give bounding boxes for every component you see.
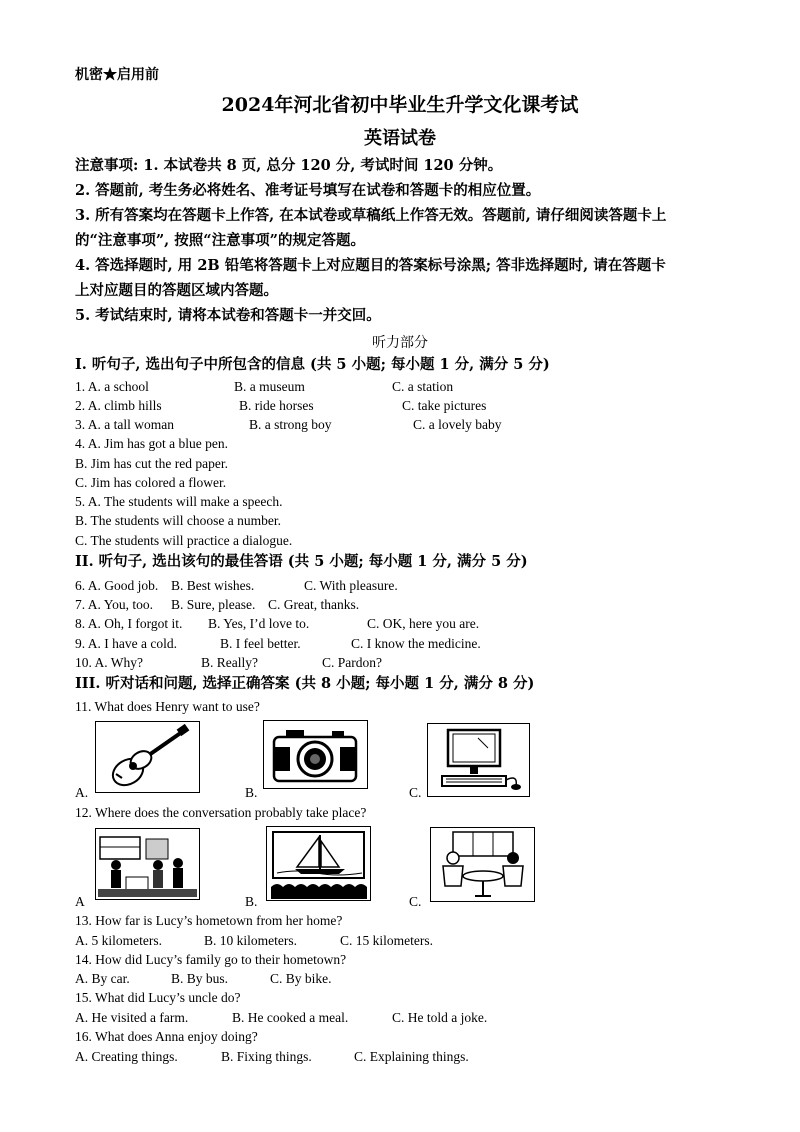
- q10-option-a: 10. A. Why?: [75, 655, 143, 670]
- q6-option-c: C. With pleasure.: [304, 578, 398, 593]
- cinema-sailboat-icon: [266, 826, 371, 901]
- q12-label-a: A: [75, 894, 85, 909]
- q12-label-c: C.: [409, 894, 422, 909]
- note-line-4: 的“注意事项”, 按照“注意事项”的规定答题。: [75, 232, 365, 249]
- q6-option-b: B. Best wishes.: [171, 578, 255, 593]
- q14-option-a: A. By car.: [75, 971, 130, 986]
- q13-option-b: B. 10 kilometers.: [204, 933, 297, 948]
- q3-option-a: 3. A. a tall woman: [75, 417, 174, 432]
- question-13: 13. How far is Lucy’s hometown from her home?: [75, 913, 343, 928]
- note-line-5: 4. 答选择题时, 用 2B 铅笔将答题卡上对应题目的答案标号涂黑; 答非选择题时, 请在答题卡: [75, 257, 666, 274]
- question-15: 15. What did Lucy’s uncle do?: [75, 990, 241, 1005]
- q4-option-c: C. Jim has colored a flower.: [75, 475, 227, 490]
- q9-option-a: 9. A. I have a cold.: [75, 636, 177, 651]
- section2-heading: II. 听句子, 选出该句的最佳答语 (共 5 小题; 每小题 1 分, 满分 5 分): [75, 553, 528, 570]
- q16-option-b: B. Fixing things.: [221, 1049, 312, 1064]
- exam-title: 2024年河北省初中毕业生升学文化课考试: [221, 94, 579, 116]
- note-line-1: 注意事项: 1. 本试卷共 8 页, 总分 120 分, 考试时间 120 分钟。: [75, 157, 503, 174]
- q2-option-b: B. ride horses: [239, 398, 314, 413]
- q1-option-a: 1. A. a school: [75, 379, 149, 394]
- q3-option-b: B. a strong boy: [249, 417, 332, 432]
- q4-option-b: B. Jim has cut the red paper.: [75, 456, 228, 471]
- q8-option-c: C. OK, here you are.: [367, 616, 480, 631]
- q10-option-c: C. Pardon?: [322, 655, 382, 670]
- question-16: 16. What does Anna enjoy doing?: [75, 1029, 258, 1044]
- q2-option-a: 2. A. climb hills: [75, 398, 162, 413]
- q16-option-c: C. Explaining things.: [354, 1049, 469, 1064]
- q10-option-b: B. Really?: [201, 655, 258, 670]
- q1-option-c: C. a station: [392, 379, 454, 394]
- restaurant-scene-icon: [430, 827, 535, 902]
- q5-option-a: 5. A. The students will make a speech.: [75, 494, 283, 509]
- q13-option-a: A. 5 kilometers.: [75, 933, 162, 948]
- confidential-mark: 机密★启用前: [75, 67, 159, 83]
- q7-option-c: C. Great, thanks.: [268, 597, 360, 612]
- q5-option-b: B. The students will choose a number.: [75, 513, 281, 528]
- q11-label-a: A.: [75, 785, 89, 800]
- note-line-3: 3. 所有答案均在答题卡上作答, 在本试卷或草稿纸上作答无效。答题前, 请仔细阅读答题卡上: [75, 207, 667, 224]
- q7-option-a: 7. A. You, too.: [75, 597, 154, 612]
- guitar-icon: [95, 721, 200, 793]
- q15-option-c: C. He told a joke.: [392, 1010, 488, 1025]
- q14-option-c: C. By bike.: [270, 971, 332, 986]
- listening-heading: 听力部分: [372, 335, 428, 351]
- q2-option-c: C. take pictures: [402, 398, 487, 413]
- q9-option-b: B. I feel better.: [220, 636, 301, 651]
- shop-scene-icon: [95, 828, 200, 900]
- note-line-7: 5. 考试结束时, 请将本试卷和答题卡一并交回。: [75, 307, 381, 324]
- section3-heading: III. 听对话和问题, 选择正确答案 (共 8 小题; 每小题 1 分, 满分 8 分): [75, 675, 535, 692]
- q9-option-c: C. I know the medicine.: [351, 636, 481, 651]
- camera-icon: [263, 720, 368, 789]
- question-12: 12. Where does the conversation probably take place?: [75, 805, 367, 820]
- q8-option-b: B. Yes, I’d love to.: [208, 616, 310, 631]
- exam-subtitle: 英语试卷: [364, 128, 436, 149]
- q15-option-a: A. He visited a farm.: [75, 1010, 189, 1025]
- q15-option-b: B. He cooked a meal.: [232, 1010, 349, 1025]
- q14-option-b: B. By bus.: [171, 971, 229, 986]
- section1-heading: I. 听句子, 选出句子中所包含的信息 (共 5 小题; 每小题 1 分, 满分 5 分): [75, 356, 550, 373]
- q5-option-c: C. The students will practice a dialogue.: [75, 533, 293, 548]
- question-11: 11. What does Henry want to use?: [75, 699, 260, 714]
- q12-label-b: B.: [245, 894, 258, 909]
- q11-label-b: B.: [245, 785, 258, 800]
- q13-option-c: C. 15 kilometers.: [340, 933, 433, 948]
- q1-option-b: B. a museum: [234, 379, 305, 394]
- q8-option-a: 8. A. Oh, I forgot it.: [75, 616, 183, 631]
- note-line-2: 2. 答题前, 考生务必将姓名、准考证号填写在试卷和答题卡的相应位置。: [75, 182, 541, 199]
- q6-option-a: 6. A. Good job.: [75, 578, 159, 593]
- question-14: 14. How did Lucy’s family go to their hometown?: [75, 952, 347, 967]
- q11-label-c: C.: [409, 785, 422, 800]
- q16-option-a: A. Creating things.: [75, 1049, 178, 1064]
- computer-icon: [427, 723, 530, 797]
- q7-option-b: B. Sure, please.: [171, 597, 256, 612]
- note-line-6: 上对应题目的答题区域内答题。: [75, 282, 278, 299]
- q4-option-a: 4. A. Jim has got a blue pen.: [75, 436, 228, 451]
- q3-option-c: C. a lovely baby: [413, 417, 502, 432]
